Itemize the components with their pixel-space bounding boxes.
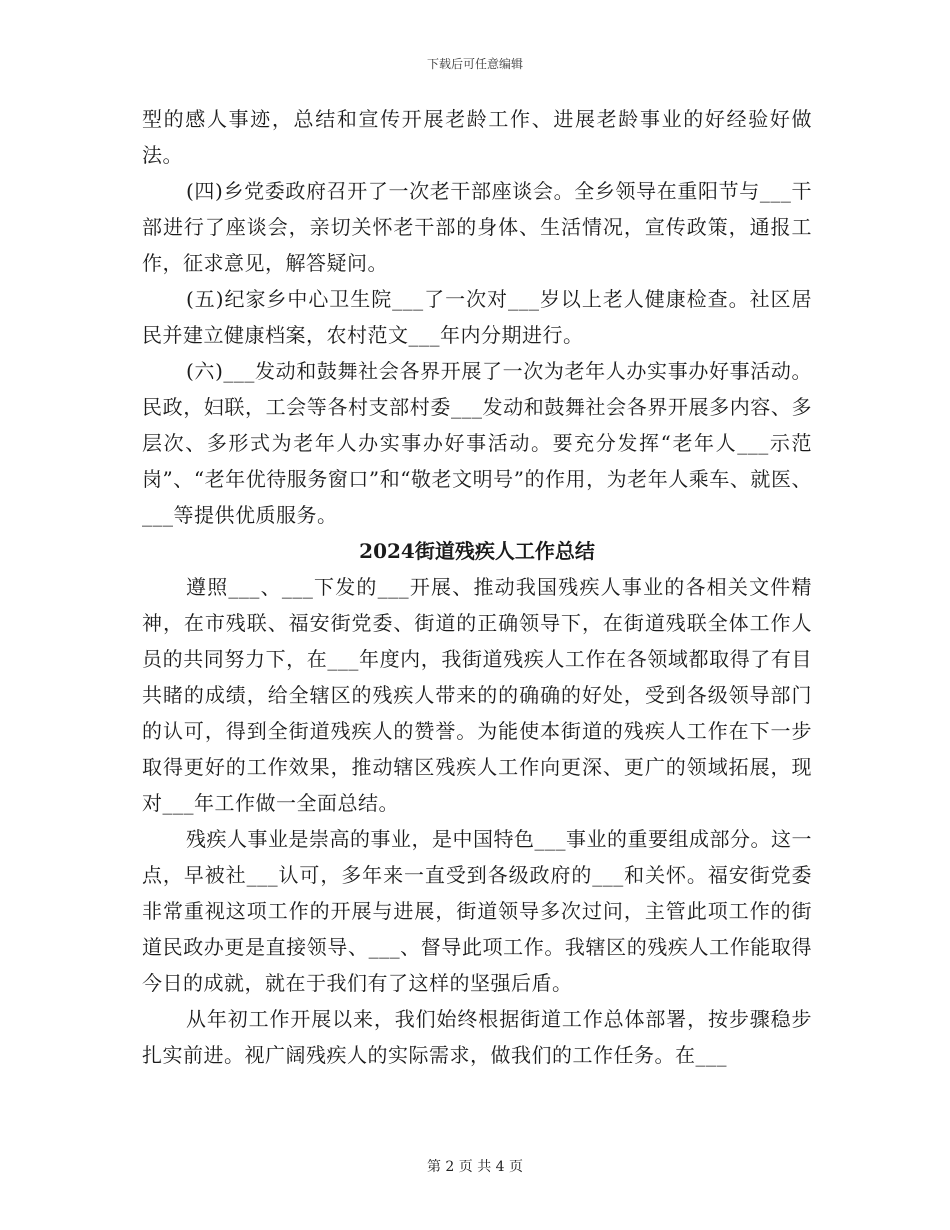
paragraph-importance: 残疾人事业是崇高的事业，是中国特色___事业的重要组成部分。这一点，早被社___认可，多年来一直受到各级政府的___和关怀。福安街党委非常重视这项工作的开展与进展，街道领导多次过问，主管此项工作的街道民政办更是直接领导、___、督导此项工作。我辖区的残疾人工作能取得今日的成就，就在于我们有了这样的坚强后盾。 — [142, 827, 812, 995]
paragraph-intro: 遵照___、___下发的___开展、推动我国残疾人事业的各相关文件精神，在市残联、福安街党委、街道的正确领导下，在街道残联全体工作人员的共同努力下，在___年度内，我街道残疾人工作在各领域都取得了有目共睹的成绩，给全辖区的残疾人带来的的确确的好处，受到各级领导部门的认可，得到全街道残疾人的赞誉。为能使本街道的残疾人工作在下一步取得更好的工作效果，推动辖区残疾人工作向更深、更广的领域拓展，现对___年工作做一全面总结。 — [142, 575, 812, 815]
section-title: 2024街道残疾人工作总结 — [359, 539, 595, 563]
page-header: 下载后可任意编辑 — [426, 57, 523, 71]
paragraph-item-6: (六)___发动和鼓舞社会各界开展了一次为老年人办实事办好事活动。民政，妇联，工会等各村支部村委___发动和鼓舞社会各界开展多内容、多层次、多形式为老年人办实事办好事活动。要充分发挥“老年人___示范岗”、“老年优待服务窗口”和“敬老文明号”的作用，为老年人乘车、就医、___等提供优质服务。 — [142, 359, 812, 527]
paragraph-item-5: (五)纪家乡中心卫生院___了一次对___岁以上老人健康检查。社区居民并建立健康档案，农村范文___年内分期进行。 — [142, 287, 812, 347]
paragraph-progress: 从年初工作开展以来，我们始终根据街道工作总体部署，按步骤稳步扎实前进。视广阔残疾人的实际需求，做我们的工作任务。在___ — [142, 1007, 812, 1067]
paragraph-item-4: (四)乡党委政府召开了一次老干部座谈会。全乡领导在重阳节与___干部进行了座谈会，亲切关怀老干部的身体、生活情况，宣传政策，通报工作，征求意见，解答疑问。 — [142, 179, 812, 275]
page-footer: 第 2 页 共 4 页 — [426, 1159, 524, 1175]
paragraph-continuation: 型的感人事迹，总结和宣传开展老龄工作、进展老龄事业的好经验好做法。 — [142, 107, 812, 167]
document-body — [142, 101, 812, 1073]
